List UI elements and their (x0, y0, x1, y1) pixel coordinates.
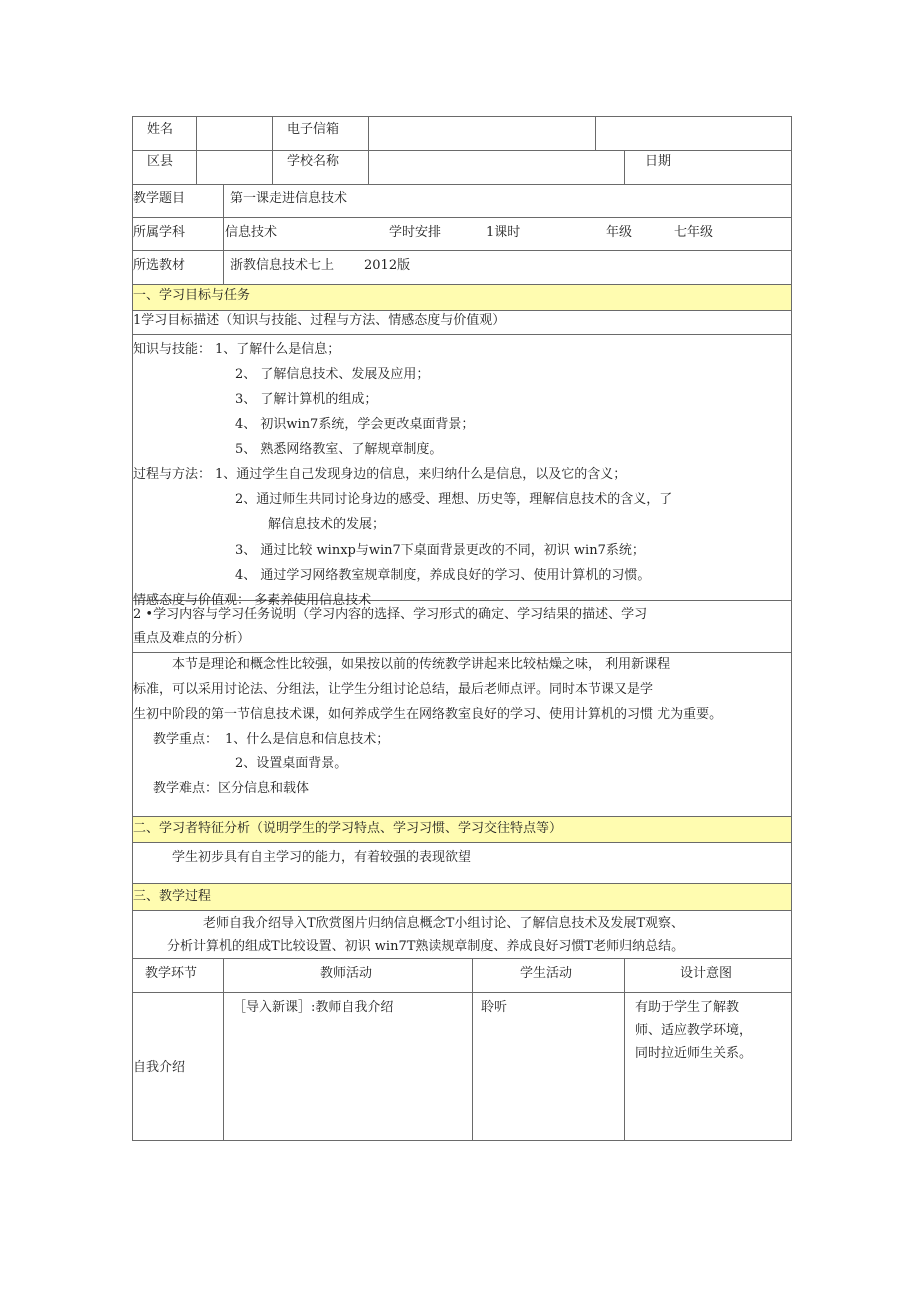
col-header-student: 学生活动 (520, 966, 573, 981)
section1-title: 一、学习目标与任务 (133, 288, 251, 303)
intent-line: 师、适应教学环境， (635, 1023, 753, 1038)
emotion-goal-clipped: 情感态度与价值观： 多素养使用信息技术 (133, 593, 372, 608)
county-label: 区县 (147, 154, 174, 169)
border-line (368, 116, 369, 184)
border-line (272, 116, 273, 184)
border-line (132, 217, 792, 218)
key-point-item: 2、设置桌面背景。 (235, 756, 348, 771)
border-line (624, 150, 625, 184)
content-paragraph-line: 本节是理论和概念性比较强，如果按以前的传统教学讲起来比较枯燥之味， 利用新课程 (172, 657, 671, 672)
border-line (132, 652, 792, 653)
knowledge-item: 4、 初识win7系统，学会更改桌面背景； (235, 417, 475, 432)
difficulty-text: 教学难点：区分信息和载体 (153, 781, 310, 796)
border-line (472, 958, 473, 1140)
border-line (595, 116, 596, 150)
content-title-line1: 2 •学习内容与学习任务说明（学习内容的选择、学习形式的确定、学习结果的描述、学习 (133, 607, 648, 622)
border-line (791, 116, 792, 1141)
border-line (196, 116, 197, 184)
knowledge-label: 知识与技能： (133, 342, 212, 357)
process-summary-line1: 老师自我介绍导入T欣赏图片归纳信息概念T小组讨论、了解信息技术及发展T观察、 (203, 916, 685, 931)
border-line (132, 284, 792, 285)
border-line (132, 310, 792, 311)
border-line (223, 958, 224, 1140)
knowledge-item: 3、 了解计算机的组成； (235, 392, 378, 407)
intent-line: 同时拉近师生关系。 (635, 1046, 753, 1061)
section3-band (132, 884, 792, 910)
textbook-edition: 2012版 (364, 258, 411, 273)
student-activity-cell: 聆听 (481, 1000, 508, 1015)
border-line (223, 184, 224, 284)
border-line (132, 250, 792, 251)
process-item: 1、通过学生自己发现身边的信息，来归纳什么是信息，以及它的含义； (215, 467, 627, 482)
date-label: 日期 (645, 154, 672, 169)
school-label: 学校名称 (287, 154, 340, 169)
textbook-value: 浙教信息技术七上 (230, 258, 335, 273)
border-line (132, 883, 792, 884)
process-summary-line2: 分析计算机的组成T比较设置、初识 win7T熟读规章制度、养成良好习惯T老师归纳总结。 (167, 939, 685, 954)
process-label: 过程与方法： (133, 467, 212, 482)
subject-label: 所属学科 (133, 225, 186, 240)
col-header-teacher: 教师活动 (320, 966, 373, 981)
knowledge-item: 2、 了解信息技术、发展及应用； (235, 367, 430, 382)
learning-goal-title: 1学习目标描述（知识与技能、过程与方法、情感态度与价值观） (133, 313, 506, 328)
border-line (132, 958, 792, 959)
grade-value: 七年级 (674, 225, 714, 240)
col-header-stage: 教学环节 (145, 966, 198, 981)
teacher-activity-cell: ［导入新课］:教师自我介绍 (233, 1000, 394, 1015)
content-paragraph-line: 生初中阶段的第一节信息技术课，如何养成学生在网络教室良好的学习、使用计算机的习惯 尤为重要。 (133, 707, 723, 722)
border-line (132, 116, 792, 117)
border-line (624, 958, 625, 1140)
hours-label: 学时安排 (389, 225, 442, 240)
process-item: 2、通过师生共同讨论身边的感受、理想、历史等，理解信息技术的含义，了 (235, 492, 673, 507)
section2-title: 二、学习者特征分析（说明学生的学习特点、学习习惯、学习交往特点等） (133, 821, 563, 836)
border-line (132, 910, 792, 911)
border-line (132, 992, 792, 993)
clipped-text-region (133, 592, 533, 608)
topic-label: 教学题目 (133, 191, 186, 206)
topic-value: 第一课走进信息技术 (230, 191, 348, 206)
border-line (132, 184, 792, 185)
intent-line: 有助于学生了解教 (635, 1000, 740, 1015)
process-item: 4、 通过学习网络教室规章制度，养成良好的学习、使用计算机的习惯。 (235, 568, 651, 583)
name-label: 姓名 (147, 122, 174, 137)
border-line (132, 842, 792, 843)
border-line (132, 1140, 792, 1141)
border-line (132, 816, 792, 817)
key-point-item: 1、什么是信息和信息技术； (225, 732, 390, 747)
border-line (132, 150, 792, 151)
knowledge-item: 5、 熟悉网络教室、了解规章制度。 (235, 442, 443, 457)
col-header-intent: 设计意图 (680, 966, 733, 981)
knowledge-item: 1、了解什么是信息； (215, 342, 341, 357)
learner-text: 学生初步具有自主学习的能力，有着较强的表现欲望 (172, 850, 472, 865)
process-item: 3、 通过比较 winxp与win7下桌面背景更改的不同，初识 win7系统； (235, 543, 645, 558)
textbook-label: 所选教材 (133, 258, 186, 273)
content-paragraph-line: 标准，可以采用讨论法、分组法，让学生分组讨论总结，最后老师点评。同时本节课又是学 (133, 682, 654, 697)
content-title-line2: 重点及难点的分析） (133, 631, 251, 646)
grade-label: 年级 (606, 225, 633, 240)
key-point-label: 教学重点： (153, 732, 219, 747)
stage-cell: 自我介绍 (133, 1060, 186, 1075)
subject-value: 信息技术 (225, 225, 278, 240)
process-item: 解信息技术的发展； (268, 517, 386, 532)
email-label: 电子信箱 (287, 122, 340, 137)
border-line (132, 334, 792, 335)
hours-value: 1课时 (486, 225, 521, 240)
section3-title: 三、教学过程 (133, 889, 212, 904)
